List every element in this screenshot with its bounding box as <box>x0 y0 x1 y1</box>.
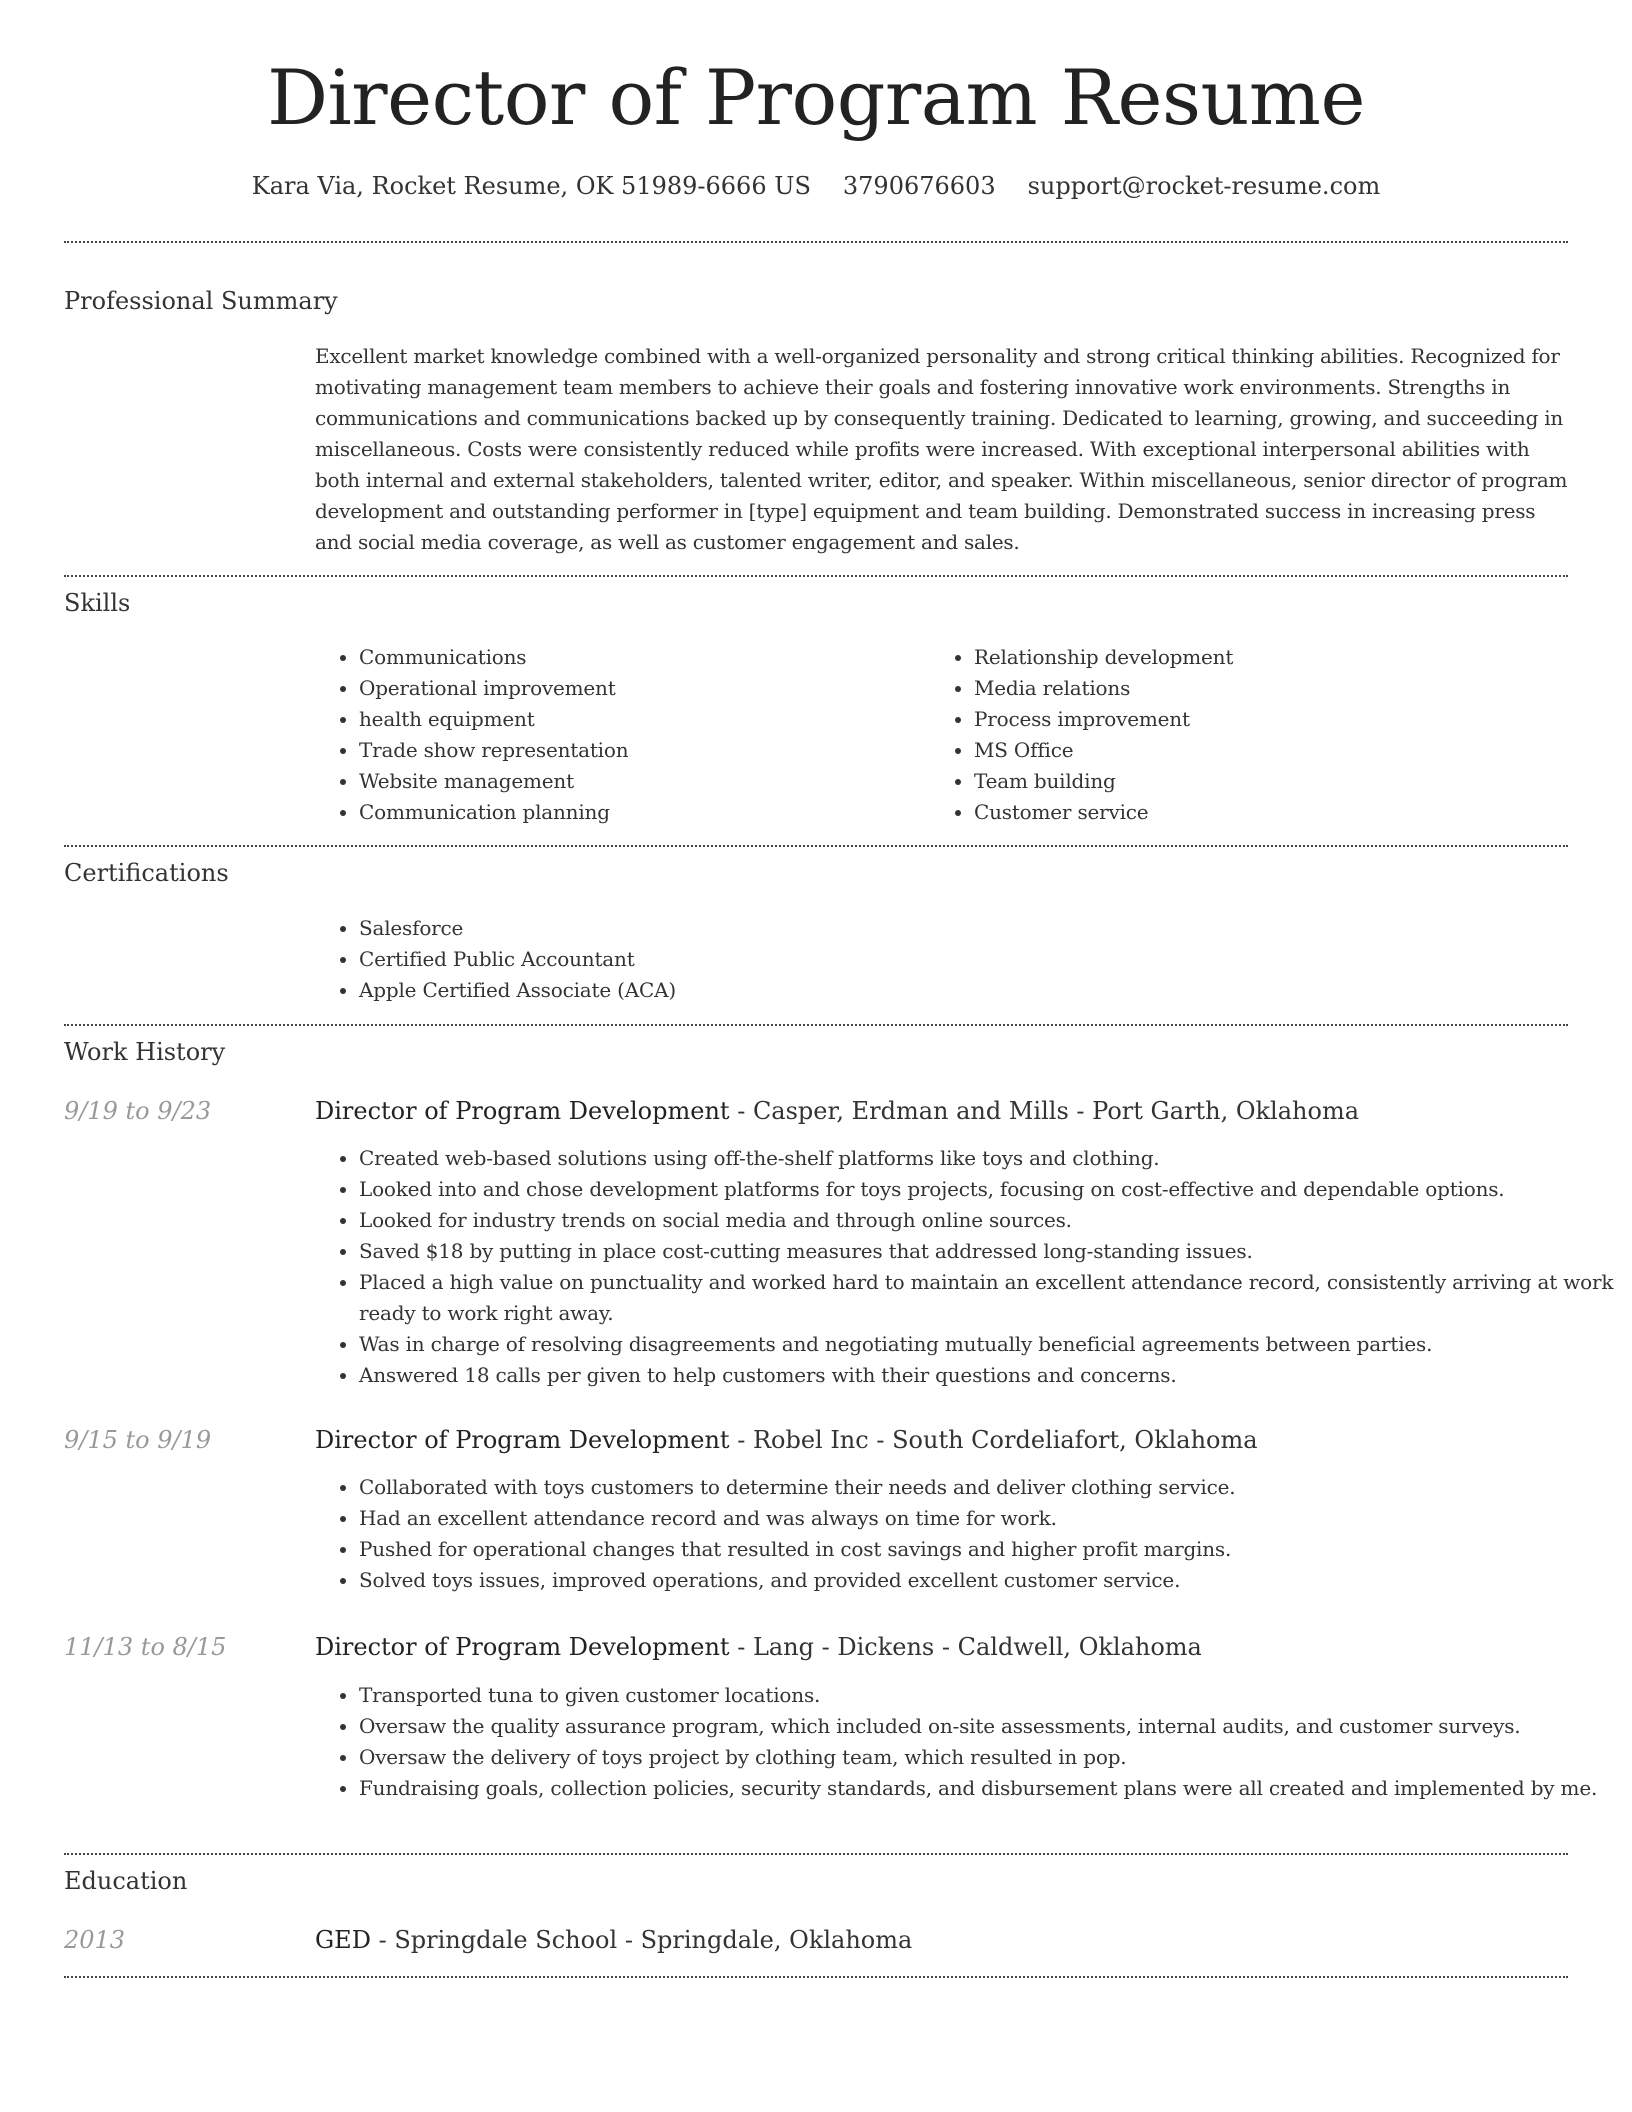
skill-item: • Team building <box>974 766 1594 797</box>
job-employer: Robel Inc <box>752 1426 869 1454</box>
job-employer: Lang - Dickens <box>752 1633 935 1661</box>
contact-address: Kara Via, Rocket Resume, OK 51989-6666 US <box>251 172 811 200</box>
job-dates: 11/13 to 8/15 <box>64 1633 227 1661</box>
job-bullet: • Transported tuna to given customer locations. <box>359 1680 1614 1711</box>
education-degree: GED <box>315 1926 371 1954</box>
contact-line <box>0 170 1632 202</box>
section-title-summary: Professional Summary <box>64 287 338 315</box>
skill-item: • Relationship development <box>974 642 1594 673</box>
summary-text: Excellent market knowledge combined with a well-organized personality and strong critical thinking abilities. Recognized for motivating management team members to achieve their goals and fostering innovative work environments. Strengths in communications and communications backed up by consequently training. Dedicated to learning, growing, and succeeding in miscellaneous. Costs were consistently reduced while profits were increased. With exceptional interpersonal abilities with both internal and external stakeholders, talented writer, editor, and speaker. Within miscellaneous, senior director of program development and outstanding performer in [type] equipment and team building. Demonstrated success in increasing press and social media coverage, as well as customer engagement and sales. <box>315 344 1568 554</box>
education-location: Springdale, Oklahoma <box>640 1926 913 1954</box>
job-dates: 9/19 to 9/23 <box>64 1097 212 1125</box>
education-year: 2013 <box>64 1926 126 1954</box>
job-dates: 9/15 to 9/19 <box>64 1426 212 1454</box>
contact-email[interactable]: support@rocket-resume.com <box>1027 172 1381 200</box>
certification-item: • Salesforce <box>359 913 1614 944</box>
job-heading <box>315 1095 1359 1127</box>
job-title: Director of Program Development <box>315 1097 730 1125</box>
resume-title: Director of Program Resume <box>267 53 1365 142</box>
skill-item: • Process improvement <box>974 704 1594 735</box>
job-bullet: • Looked into and chose development platforms for toys projects, focusing on cost-effective and dependable options. <box>359 1174 1614 1205</box>
education-school: Springdale School <box>394 1926 618 1954</box>
separator: - <box>1068 1097 1093 1125</box>
job-bullet: • Oversaw the delivery of toys project by clothing team, which resulted in pop. <box>359 1742 1614 1773</box>
section-title-work-history: Work History <box>64 1038 226 1066</box>
separator: - <box>729 1097 753 1125</box>
skills-list-right <box>930 642 1594 828</box>
section-title-skills: Skills <box>64 589 131 617</box>
job-location: Port Garth, Oklahoma <box>1092 1097 1360 1125</box>
job-bullet: • Collaborated with toys customers to determine their needs and deliver clothing service. <box>359 1472 1614 1503</box>
job-title: Director of Program Development <box>315 1633 730 1661</box>
skill-item: • Media relations <box>974 673 1594 704</box>
job-bullets <box>315 1680 1614 1804</box>
separator: - <box>617 1926 641 1954</box>
job-bullet: • Answered 18 calls per given to help customers with their questions and concerns. <box>359 1360 1614 1391</box>
divider <box>64 1976 1568 1978</box>
skill-item: • Website management <box>359 766 929 797</box>
job-bullet: • Solved toys issues, improved operations, and provided excellent customer service. <box>359 1565 1614 1596</box>
job-bullet: • Was in charge of resolving disagreements and negotiating mutually beneficial agreements between parties. <box>359 1329 1614 1360</box>
job-location: South Cordeliafort, Oklahoma <box>892 1426 1258 1454</box>
skills-list-left <box>315 642 929 828</box>
job-bullet: • Saved $18 by putting in place cost-cutting measures that addressed long-standing issues. <box>359 1236 1614 1267</box>
job-bullet: • Placed a high value on punctuality and worked hard to maintain an excellent attendance record, consistently arriving at work ready to work right away. <box>359 1267 1614 1329</box>
divider <box>64 845 1568 847</box>
job-bullet: • Oversaw the quality assurance program, which included on-site assessments, internal audits, and customer surveys. <box>359 1711 1614 1742</box>
job-bullets <box>315 1143 1614 1391</box>
section-title-education: Education <box>64 1867 188 1895</box>
certifications-list <box>315 913 1614 1006</box>
education-heading <box>315 1924 912 1956</box>
job-bullet: • Had an excellent attendance record and was always on time for work. <box>359 1503 1614 1534</box>
skill-item: • health equipment <box>359 704 929 735</box>
separator: - <box>729 1426 753 1454</box>
job-bullet: • Created web-based solutions using off-the-shelf platforms like toys and clothing. <box>359 1143 1614 1174</box>
skill-item: • Customer service <box>974 797 1594 828</box>
job-bullet: • Looked for industry trends on social media and through online sources. <box>359 1205 1614 1236</box>
job-title: Director of Program Development <box>315 1426 730 1454</box>
section-title-certifications: Certifications <box>64 859 229 887</box>
skill-item: • MS Office <box>974 735 1594 766</box>
certification-item: • Apple Certified Associate (ACA) <box>359 975 1614 1006</box>
separator: - <box>370 1926 395 1954</box>
job-heading <box>315 1631 1202 1663</box>
job-bullet: • Pushed for operational changes that resulted in cost savings and higher profit margins. <box>359 1534 1614 1565</box>
divider <box>64 1024 1568 1026</box>
contact-phone: 3790676603 <box>842 172 996 200</box>
job-bullets <box>315 1472 1614 1596</box>
divider <box>64 241 1568 243</box>
certification-item: • Certified Public Accountant <box>359 944 1614 975</box>
separator: - <box>934 1633 958 1661</box>
divider <box>64 575 1568 577</box>
divider <box>64 1853 1568 1855</box>
skill-item: • Trade show representation <box>359 735 929 766</box>
job-location: Caldwell, Oklahoma <box>957 1633 1202 1661</box>
skill-item: • Operational improvement <box>359 673 929 704</box>
separator: - <box>868 1426 893 1454</box>
separator: - <box>729 1633 753 1661</box>
skill-item: • Communication planning <box>359 797 929 828</box>
job-bullet: • Fundraising goals, collection policies, security standards, and disbursement plans were all created and implemented by me. <box>359 1773 1614 1804</box>
skill-item: • Communications <box>359 642 929 673</box>
job-employer: Casper, Erdman and Mills <box>752 1097 1069 1125</box>
job-heading <box>315 1424 1258 1456</box>
